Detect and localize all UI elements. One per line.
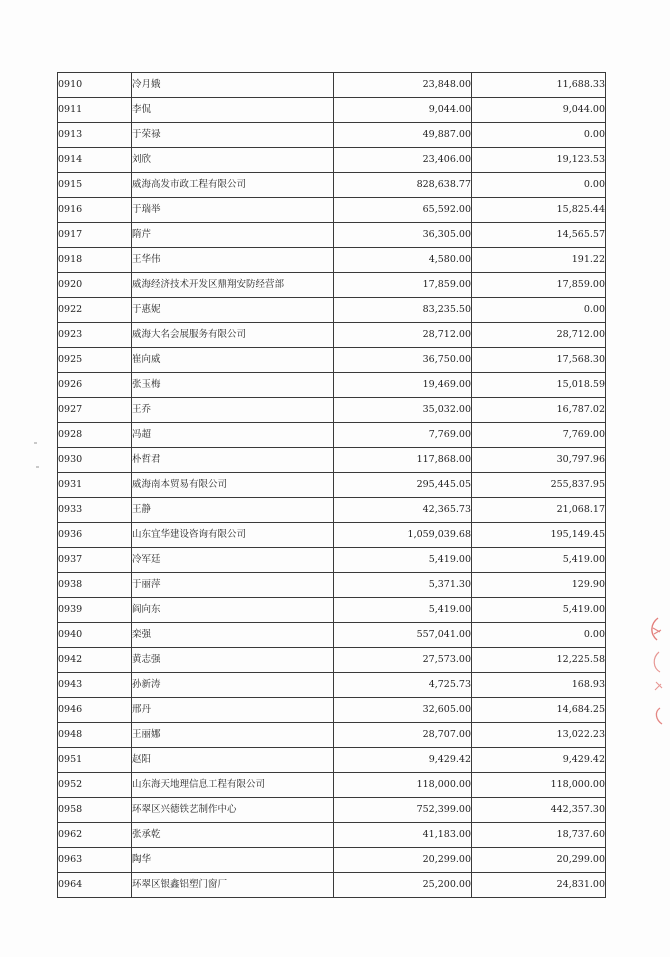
account-name-cell: 黄志强 xyxy=(132,648,334,673)
account-name-cell: 山东宜华建设咨询有限公司 xyxy=(132,523,334,548)
account-code-cell: 0940 xyxy=(58,623,132,648)
amount-cell: 752,399.00 xyxy=(334,798,472,823)
account-code-cell: 0922 xyxy=(58,298,132,323)
table-row xyxy=(58,773,606,798)
balance-cell: 21,068.17 xyxy=(472,498,606,523)
account-code-cell: 0914 xyxy=(58,148,132,173)
balance-cell: 24,831.00 xyxy=(472,873,606,898)
balance-cell: 28,712.00 xyxy=(472,323,606,348)
account-code-cell: 0916 xyxy=(58,198,132,223)
account-name-cell: 威海经济技术开发区鼎翔安防经营部 xyxy=(132,273,334,298)
balance-cell: 442,357.30 xyxy=(472,798,606,823)
account-code-cell: 0962 xyxy=(58,823,132,848)
amount-cell: 32,605.00 xyxy=(334,698,472,723)
balance-cell: 5,419.00 xyxy=(472,598,606,623)
balance-cell: 0.00 xyxy=(472,123,606,148)
table-row xyxy=(58,723,606,748)
amount-cell: 1,059,039.68 xyxy=(334,523,472,548)
account-code-cell: 0963 xyxy=(58,848,132,873)
table-row xyxy=(58,198,606,223)
amount-cell: 23,406.00 xyxy=(334,148,472,173)
balance-cell: 195,149.45 xyxy=(472,523,606,548)
account-name-cell: 刘欣 xyxy=(132,148,334,173)
amount-cell: 83,235.50 xyxy=(334,298,472,323)
account-code-cell: 0943 xyxy=(58,673,132,698)
account-code-cell: 0927 xyxy=(58,398,132,423)
table-row xyxy=(58,398,606,423)
account-name-cell: 王乔 xyxy=(132,398,334,423)
account-name-cell: 于丽萍 xyxy=(132,573,334,598)
balance-cell: 30,797.96 xyxy=(472,448,606,473)
amount-cell: 65,592.00 xyxy=(334,198,472,223)
account-name-cell: 于荣禄 xyxy=(132,123,334,148)
account-name-cell: 孙新涛 xyxy=(132,673,334,698)
balance-cell: 15,825.44 xyxy=(472,198,606,223)
account-name-cell: 冷军廷 xyxy=(132,548,334,573)
amount-cell: 36,305.00 xyxy=(334,223,472,248)
account-name-cell: 张承乾 xyxy=(132,823,334,848)
amount-cell: 557,041.00 xyxy=(334,623,472,648)
amount-cell: 4,580.00 xyxy=(334,248,472,273)
table-row xyxy=(58,623,606,648)
table-row xyxy=(58,323,606,348)
account-code-cell: 0915 xyxy=(58,173,132,198)
account-code-cell: 0928 xyxy=(58,423,132,448)
amount-cell: 118,000.00 xyxy=(334,773,472,798)
amount-cell: 117,868.00 xyxy=(334,448,472,473)
balance-cell: 9,429.42 xyxy=(472,748,606,773)
account-name-cell: 朴哲君 xyxy=(132,448,334,473)
account-code-cell: 0937 xyxy=(58,548,132,573)
table-row xyxy=(58,273,606,298)
table-row xyxy=(58,98,606,123)
account-code-cell: 0920 xyxy=(58,273,132,298)
account-code-cell: 0923 xyxy=(58,323,132,348)
table-row xyxy=(58,473,606,498)
amount-cell: 5,419.00 xyxy=(334,598,472,623)
amount-cell: 5,371.30 xyxy=(334,573,472,598)
amount-cell: 20,299.00 xyxy=(334,848,472,873)
account-name-cell: 赵阳 xyxy=(132,748,334,773)
account-code-cell: 0933 xyxy=(58,498,132,523)
table-row xyxy=(58,348,606,373)
table-row xyxy=(58,373,606,398)
table-row xyxy=(58,423,606,448)
balance-cell: 7,769.00 xyxy=(472,423,606,448)
table-row xyxy=(58,298,606,323)
table-row xyxy=(58,873,606,898)
account-name-cell: 张玉梅 xyxy=(132,373,334,398)
table-row xyxy=(58,573,606,598)
amount-cell: 28,707.00 xyxy=(334,723,472,748)
account-name-cell: 崔向威 xyxy=(132,348,334,373)
table-row xyxy=(58,798,606,823)
amount-cell: 41,183.00 xyxy=(334,823,472,848)
table-row xyxy=(58,498,606,523)
account-code-cell: 0931 xyxy=(58,473,132,498)
account-name-cell: 王丽娜 xyxy=(132,723,334,748)
amount-cell: 17,859.00 xyxy=(334,273,472,298)
account-code-cell: 0911 xyxy=(58,98,132,123)
table-row xyxy=(58,823,606,848)
account-name-cell: 威海高发市政工程有限公司 xyxy=(132,173,334,198)
account-code-cell: 0948 xyxy=(58,723,132,748)
amount-cell: 35,032.00 xyxy=(334,398,472,423)
amount-cell: 49,887.00 xyxy=(334,123,472,148)
balance-cell: 14,684.25 xyxy=(472,698,606,723)
account-code-cell: 0910 xyxy=(58,73,132,98)
account-code-cell: 0951 xyxy=(58,748,132,773)
account-code-cell: 0925 xyxy=(58,348,132,373)
account-name-cell: 王华伟 xyxy=(132,248,334,273)
balance-cell: 15,018.59 xyxy=(472,373,606,398)
scan-speck xyxy=(34,442,37,444)
amount-cell: 9,044.00 xyxy=(334,98,472,123)
table-row xyxy=(58,598,606,623)
account-name-cell: 冷月娥 xyxy=(132,73,334,98)
account-code-cell: 0946 xyxy=(58,698,132,723)
balance-cell: 14,565.57 xyxy=(472,223,606,248)
account-code-cell: 0936 xyxy=(58,523,132,548)
amount-cell: 295,445.05 xyxy=(334,473,472,498)
account-name-cell: 邢丹 xyxy=(132,698,334,723)
balance-cell: 16,787.02 xyxy=(472,398,606,423)
balance-cell: 17,568.30 xyxy=(472,348,606,373)
account-name-cell: 山东海天地理信息工程有限公司 xyxy=(132,773,334,798)
amount-cell: 23,848.00 xyxy=(334,73,472,98)
amount-cell: 4,725.73 xyxy=(334,673,472,698)
account-name-cell: 环翠区银鑫铝塑门窗厂 xyxy=(132,873,334,898)
table-row xyxy=(58,123,606,148)
account-name-cell: 阎向东 xyxy=(132,598,334,623)
table-row xyxy=(58,523,606,548)
balance-cell: 11,688.33 xyxy=(472,73,606,98)
account-name-cell: 李侃 xyxy=(132,98,334,123)
red-seal-icon xyxy=(644,612,668,730)
account-name-cell: 隋芹 xyxy=(132,223,334,248)
balance-cell: 129.90 xyxy=(472,573,606,598)
account-name-cell: 威海南本贸易有限公司 xyxy=(132,473,334,498)
account-code-cell: 0930 xyxy=(58,448,132,473)
table-row xyxy=(58,223,606,248)
amount-cell: 19,469.00 xyxy=(334,373,472,398)
amount-cell: 28,712.00 xyxy=(334,323,472,348)
balance-cell: 19,123.53 xyxy=(472,148,606,173)
account-name-cell: 王静 xyxy=(132,498,334,523)
balance-cell: 20,299.00 xyxy=(472,848,606,873)
scan-speck xyxy=(36,466,39,468)
balance-cell: 255,837.95 xyxy=(472,473,606,498)
account-code-cell: 0938 xyxy=(58,573,132,598)
account-name-cell: 冯超 xyxy=(132,423,334,448)
account-code-cell: 0964 xyxy=(58,873,132,898)
balance-cell: 0.00 xyxy=(472,623,606,648)
account-code-cell: 0918 xyxy=(58,248,132,273)
balance-cell: 118,000.00 xyxy=(472,773,606,798)
balance-cell: 191.22 xyxy=(472,248,606,273)
balance-cell: 17,859.00 xyxy=(472,273,606,298)
table-row xyxy=(58,648,606,673)
account-name-cell: 陶华 xyxy=(132,848,334,873)
table-row xyxy=(58,73,606,98)
account-name-cell: 环翠区兴德铁艺制作中心 xyxy=(132,798,334,823)
account-code-cell: 0952 xyxy=(58,773,132,798)
account-name-cell: 于惠妮 xyxy=(132,298,334,323)
balance-cell: 168.93 xyxy=(472,673,606,698)
ledger-table xyxy=(57,72,606,898)
amount-cell: 5,419.00 xyxy=(334,548,472,573)
table-row xyxy=(58,173,606,198)
amount-cell: 27,573.00 xyxy=(334,648,472,673)
account-code-cell: 0913 xyxy=(58,123,132,148)
table-row xyxy=(58,698,606,723)
table-row xyxy=(58,548,606,573)
account-code-cell: 0926 xyxy=(58,373,132,398)
amount-cell: 36,750.00 xyxy=(334,348,472,373)
amount-cell: 9,429.42 xyxy=(334,748,472,773)
balance-cell: 13,022.23 xyxy=(472,723,606,748)
balance-cell: 18,737.60 xyxy=(472,823,606,848)
table-row xyxy=(58,148,606,173)
account-name-cell: 于瑞举 xyxy=(132,198,334,223)
table-row xyxy=(58,748,606,773)
balance-cell: 9,044.00 xyxy=(472,98,606,123)
account-code-cell: 0958 xyxy=(58,798,132,823)
balance-cell: 0.00 xyxy=(472,173,606,198)
account-code-cell: 0942 xyxy=(58,648,132,673)
table-row xyxy=(58,673,606,698)
balance-cell: 0.00 xyxy=(472,298,606,323)
amount-cell: 25,200.00 xyxy=(334,873,472,898)
amount-cell: 7,769.00 xyxy=(334,423,472,448)
amount-cell: 828,638.77 xyxy=(334,173,472,198)
amount-cell: 42,365.73 xyxy=(334,498,472,523)
account-name-cell: 威海大名会展服务有限公司 xyxy=(132,323,334,348)
account-code-cell: 0939 xyxy=(58,598,132,623)
table-row xyxy=(58,248,606,273)
account-name-cell: 栾强 xyxy=(132,623,334,648)
balance-cell: 5,419.00 xyxy=(472,548,606,573)
table-row xyxy=(58,848,606,873)
table-row xyxy=(58,448,606,473)
balance-cell: 12,225.58 xyxy=(472,648,606,673)
ledger-table-body xyxy=(58,73,606,898)
account-code-cell: 0917 xyxy=(58,223,132,248)
